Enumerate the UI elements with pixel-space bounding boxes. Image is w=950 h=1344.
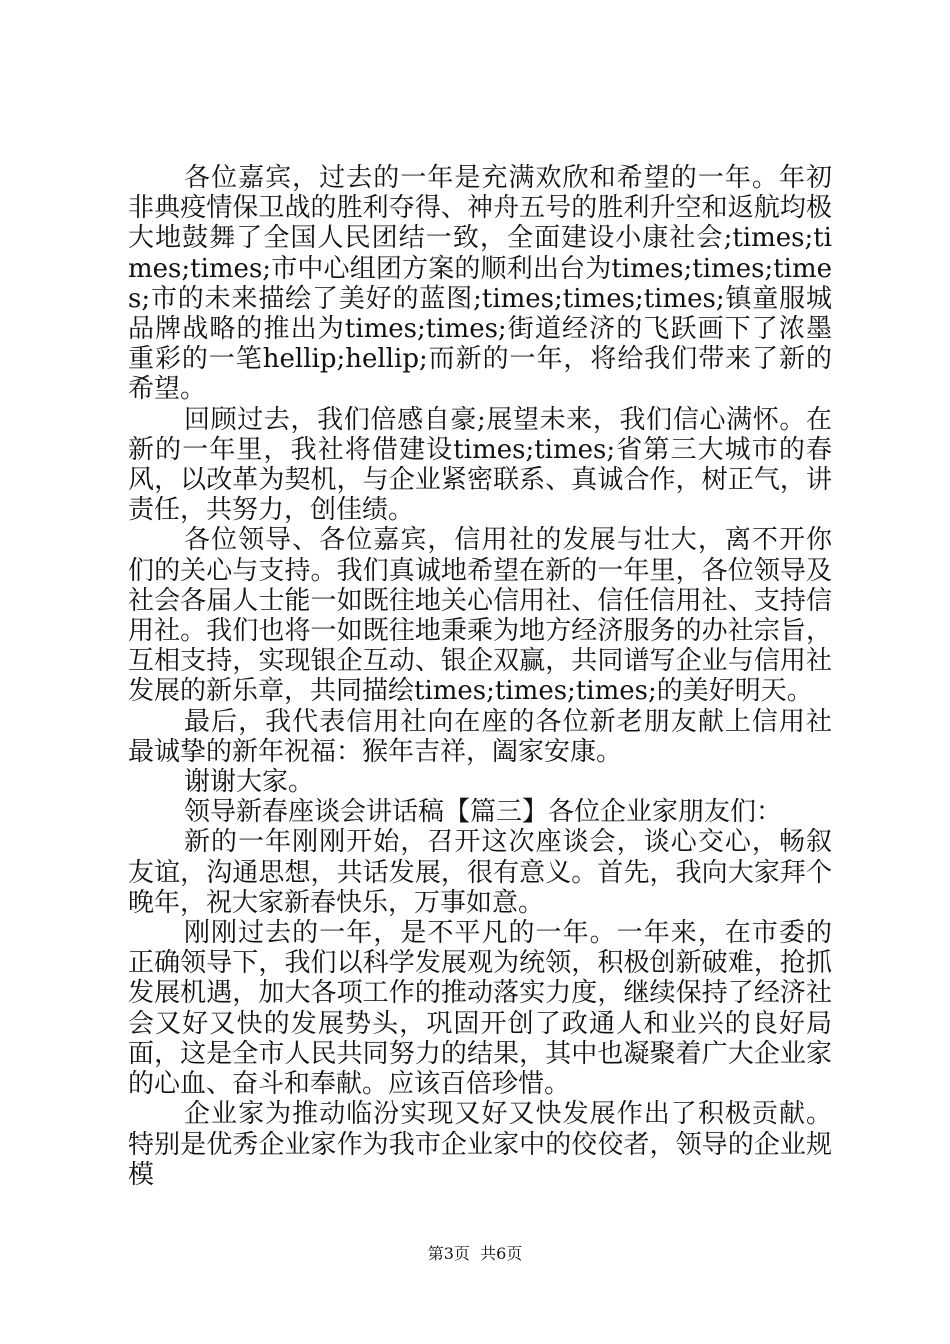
paragraph-past-year: 刚刚过去的一年，是不平凡的一年。一年来，在市委的正确领导下，我们以科学发展观为统领，积极创新破难，抢抓发展机遇，加大各项工作的推动落实力度，继续保持了经济社会又好又快的发展势头，巩固开创了政通人和业兴的良好局面，这是全市人民共同努力的结果，其中也凝聚着广大企业家的心血、奋斗和奉献。应该百倍珍惜。 [128, 918, 832, 1100]
paragraph-support-request: 各位领导、各位嘉宾，信用社的发展与壮大，离不开你们的关心与支持。我们真诚地希望在新的一年里，各位领导及社会各届人士能一如既往地关心信用社、信任信用社、支持信用社。我们也将一如既往地秉乘为地方经济服务的办社宗旨，互相支持，实现银企互动、银企双赢，共同谱写企业与信用社发展的新乐章，共同描绘times;times;times;的美好明天。 [128, 525, 832, 707]
page-footer [0, 1244, 950, 1264]
section-heading-part-three: 领导新春座谈会讲话稿【篇三】各位企业家朋友们： [184, 797, 783, 828]
paragraph-looking-ahead: 回顾过去，我们倍感自豪;展望未来，我们信心满怀。在新的一年里，我社将借建设times;times;省第三大城市的春风，以改革为契机，与企业紧密联系、真诚合作，树正气，讲责任，共努力，创佳绩。 [128, 404, 832, 526]
paragraph-guests-review: 各位嘉宾，过去的一年是充满欢欣和希望的一年。年初非典疫情保卫战的胜利夺得、神舟五号的胜利升空和返航均极大地鼓舞了全国人民团结一致，全面建设小康社会;times;times;times;市中心组团方案的顺利出台为times;times;times;市的未来描绘了美好的蓝图;times;times;times;镇童服城品牌战略的推出为times;times;街道经济的飞跃画下了浓墨重彩的一笔hellip;hellip;而新的一年，将给我们带来了新的希望。 [128, 163, 832, 405]
paragraph-new-year-wishes: 最后，我代表信用社向在座的各位新老朋友献上信用社最诚挚的新年祝福：猴年吉祥，阖家安康。 [128, 706, 832, 767]
paragraph-opening: 新的一年刚刚开始，召开这次座谈会，谈心交心，畅叙友谊，沟通思想，共话发展，很有意义。首先，我向大家拜个晚年，祝大家新春快乐，万事如意。 [128, 827, 832, 918]
body-text [128, 163, 832, 1190]
paragraph-entrepreneurs: 企业家为推动临汾实现又好又快发展作出了积极贡献。特别是优秀企业家作为我市企业家中的佼佼者，领导的企业规模 [128, 1099, 832, 1190]
paragraph-thanks: 谢谢大家。 [184, 767, 315, 798]
page-number: 第3页 共6页 [427, 1244, 523, 1263]
